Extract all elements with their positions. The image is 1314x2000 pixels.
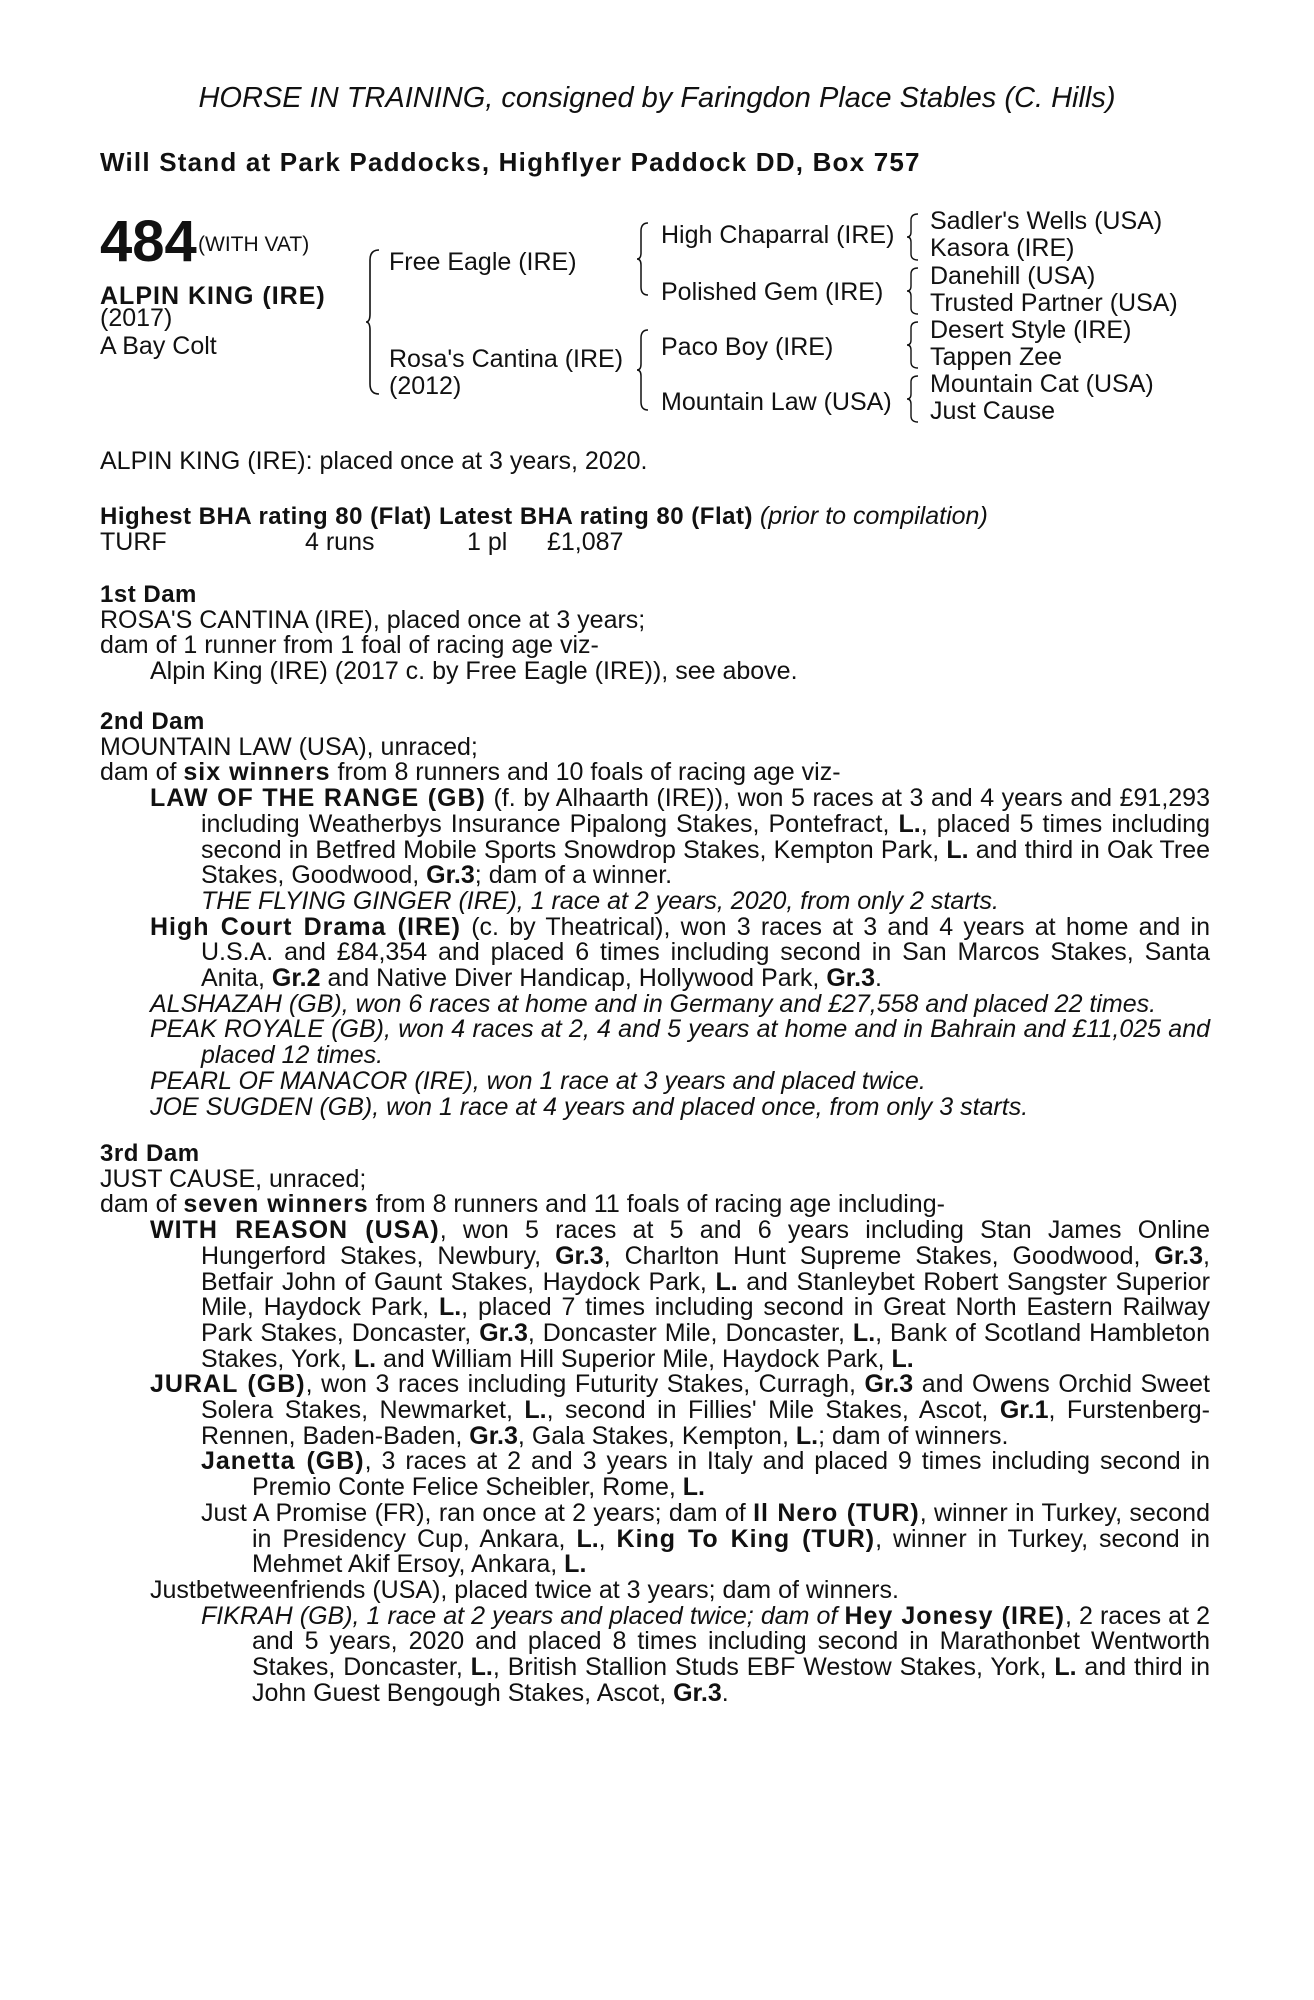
horse-year: (2017): [100, 304, 173, 332]
progeny-entry: PEAK ROYALE (GB), won 4 races at 2, 4 and 5 years at home and in Bahrain and £11,025 and placed 12 times.: [150, 1015, 1210, 1070]
pedigree-brace-g2: [906, 266, 920, 316]
record-placed: 1 pl: [467, 528, 508, 556]
progeny-entry: LAW OF THE RANGE (GB) (f. by Alhaarth (IRE)), won 5 races at 3 and 4 years and £91,293 including Weatherbys Insurance Pipalong Stakes, Pontefract, L., placed 5 times including second in Betfred Mobile Sports Snowdrop Stakes, Kempton Park, L. and third in Oak Tree Stakes, Goodwood, Gr.3; dam of a winner.: [150, 784, 1210, 890]
progeny-entry: JURAL (GB), won 3 races including Futurity Stakes, Curragh, Gr.3 and Owens Orchid Sweet Solera Stakes, Newmarket, L., second in Fillies' Mile Stakes, Ascot, Gr.1, Furstenberg-Rennen, Baden-Baden, Gr.3, Gala Stakes, Kempton, L.; dam of winners.: [150, 1370, 1211, 1450]
first-dam-line: Alpin King (IRE) (2017 c. by Free Eagle (IRE)), see above.: [150, 657, 798, 686]
bha-rating-note: (prior to compilation): [759, 502, 988, 530]
pedigree-brace-g1: [906, 212, 920, 262]
progeny-sub-entry: Janetta (GB), 3 races at 2 and 3 years in Italy and placed 9 times including second in Premio Conte Felice Scheibler, Rome, L.: [201, 1447, 1210, 1502]
progeny-entry: ALSHAZAH (GB), won 6 races at home and in Germany and £27,558 and placed 22 times.: [150, 989, 1157, 1018]
progeny-entry: Justbetweenfriends (USA), placed twice at 3 years; dam of winners.: [150, 1575, 899, 1604]
third-dam-section: [100, 1141, 1210, 1706]
second-dam-dam-of: dam of six winners from 8 runners and 10 foals of racing age viz-: [100, 758, 841, 787]
lot-number: 484: [100, 209, 197, 274]
pedigree-ggp-8: Just Cause: [930, 397, 1056, 425]
pedigree-dam: Rosa's Cantina (IRE): [389, 345, 624, 373]
bha-rating: [100, 504, 988, 530]
horse-name: ALPIN KING (IRE): [100, 282, 326, 310]
first-dam-section: [100, 582, 1210, 685]
race-summary: ALPIN KING (IRE): placed once at 3 years, 2020.: [100, 447, 648, 475]
second-dam-section: [100, 709, 1210, 1120]
race-record: [100, 530, 623, 556]
pedigree-ggp-2: Kasora (IRE): [930, 234, 1075, 262]
progeny-entry: JOE SUGDEN (GB), won 1 race at 4 years and placed once, from only 3 starts.: [150, 1092, 1029, 1121]
progeny-entry: PEARL OF MANACOR (IRE), won 1 race at 3 years and placed twice.: [150, 1066, 926, 1095]
pedigree-sire-sire: High Chaparral (IRE): [661, 221, 895, 249]
pedigree-brace-g3: [906, 320, 920, 370]
lot-vat: (WITH VAT): [198, 233, 310, 256]
pedigree-brace-main: [365, 248, 381, 396]
pedigree-brace-sire: [636, 221, 650, 297]
pedigree-brace-g4: [906, 374, 920, 424]
third-dam-dam-of: dam of seven winners from 8 runners and 11 foals of racing age including-: [100, 1190, 945, 1219]
progeny-sub-entry: FIKRAH (GB), 1 race at 2 years and placed twice; dam of Hey Jonesy (IRE), 2 races at 2 and 5 years, 2020 and placed 8 times including second in Marathonbet Wentworth Stakes, Doncaster, L., British Stallion Studs EBF Westow Stakes, York, L. and third in John Guest Bengough Stakes, Ascot, Gr.3.: [201, 1601, 1210, 1707]
pedigree-dam-sire: Paco Boy (IRE): [661, 333, 834, 361]
pedigree-ggp-6: Tappen Zee: [930, 343, 1063, 371]
pedigree-ggp-1: Sadler's Wells (USA): [930, 207, 1163, 235]
pedigree-ggp-4: Trusted Partner (USA): [930, 289, 1178, 317]
first-dam-heading: 1st Dam: [100, 581, 197, 608]
pedigree-sire-dam: Polished Gem (IRE): [661, 278, 884, 306]
record-runs: 4 runs: [305, 528, 375, 556]
progeny-sub-entry: THE FLYING GINGER (IRE), 1 race at 2 years, 2020, from only 2 starts.: [201, 886, 999, 915]
pedigree-brace-dam: [636, 328, 650, 412]
progeny-entry: High Court Drama (IRE) (c. by Theatrical), won 3 races at 3 and 4 years at home and in U.S.A. and £84,354 and placed 6 times including second in San Marcos Stakes, Santa Anita, Gr.2 and Native Diver Handicap, Hollywood Park, Gr.3.: [150, 912, 1210, 993]
third-dam-heading: 3rd Dam: [100, 1140, 200, 1167]
second-dam-intro: MOUNTAIN LAW (USA), unraced;: [100, 732, 478, 761]
stand-location: Will Stand at Park Paddocks, Highflyer Paddock DD, Box 757: [100, 147, 921, 177]
progeny-entry: WITH REASON (USA), won 5 races at 5 and 6 years including Stan James Online Hungerford Stakes, Newbury, Gr.3, Charlton Hunt Supreme Stakes, Goodwood, Gr.3, Betfair John of Gaunt Stakes, Haydock Park, L. and Stanleybet Robert Sangster Superior Mile, Haydock Park, L., placed 7 times including second in Great North Eastern Railway Park Stakes, Doncaster, Gr.3, Doncaster Mile, Doncaster, L., Bank of Scotland Hambleton Stakes, York, L. and William Hill Superior Mile, Haydock Park, L.: [150, 1216, 1210, 1373]
pedigree-dam-year: (2012): [389, 372, 462, 400]
pedigree-ggp-7: Mountain Cat (USA): [930, 370, 1154, 398]
progeny-sub-entry: Just A Promise (FR), ran once at 2 years; dam of Il Nero (TUR), winner in Turkey, second in Presidency Cup, Ankara, L., King To King (TUR), winner in Turkey, second in Mehmet Akif Ersoy, Ankara, L.: [201, 1498, 1211, 1579]
pedigree-ggp-5: Desert Style (IRE): [930, 316, 1132, 344]
bha-rating-text: Highest BHA rating 80 (Flat) Latest BHA rating 80 (Flat): [100, 503, 753, 530]
first-dam-line: ROSA'S CANTINA (IRE), placed once at 3 years;: [100, 605, 646, 634]
first-dam-line: dam of 1 runner from 1 foal of racing age viz-: [100, 631, 599, 660]
third-dam-intro: JUST CAUSE, unraced;: [100, 1164, 367, 1193]
pedigree-sire: Free Eagle (IRE): [389, 248, 577, 276]
second-dam-heading: 2nd Dam: [100, 708, 205, 735]
consignment-title: HORSE IN TRAINING, consigned by Faringdon Place Stables (C. Hills): [198, 82, 1116, 114]
record-surface: TURF: [100, 528, 167, 556]
pedigree-dam-dam: Mountain Law (USA): [661, 388, 892, 416]
horse-description: A Bay Colt: [100, 332, 217, 360]
record-earnings: £1,087: [547, 528, 624, 556]
pedigree-ggp-3: Danehill (USA): [930, 262, 1096, 290]
